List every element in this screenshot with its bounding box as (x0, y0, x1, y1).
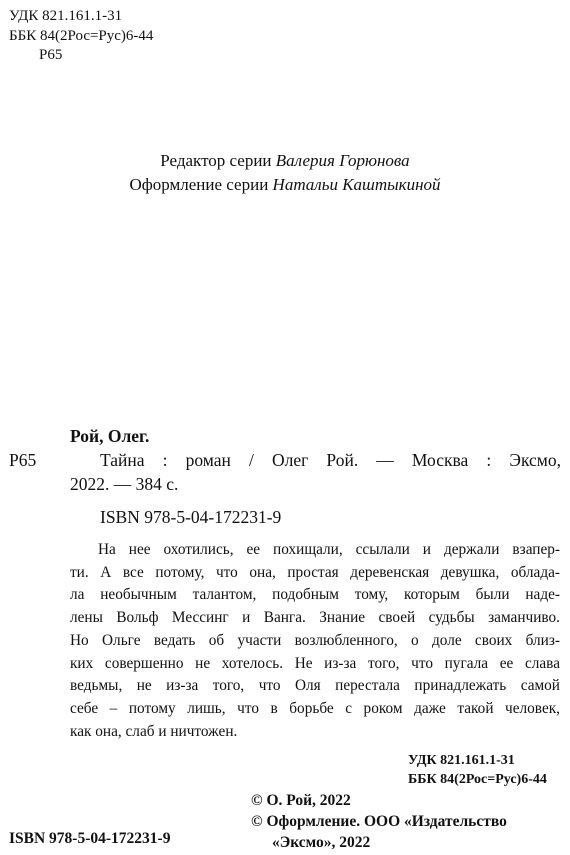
series-design-label: Оформление серии (129, 175, 269, 194)
series-design-name: Натальи Каштыкиной (272, 175, 441, 194)
record-title-line2: 2022. — 384 с. (70, 474, 179, 494)
record-isbn: ISBN 978-5-04-172231-9 (100, 507, 282, 527)
series-editor-line (0, 150, 570, 172)
series-editor-label: Редактор серии (160, 151, 272, 170)
annotation-line: Но Ольге ведать об участи возлюбленного, о доле своих близ- (70, 631, 560, 649)
udk-code-bottom: УДК 821.161.1-31 (408, 753, 515, 768)
series-editor-name: Валерия Горюнова (275, 151, 410, 170)
bbk-code: ББК 84(2Рос=Рус)6-44 (9, 28, 154, 44)
series-design-line (0, 174, 570, 196)
bbk-code-bottom: ББК 84(2Рос=Рус)6-44 (408, 772, 547, 787)
udk-code: УДК 821.161.1-31 (9, 8, 123, 24)
copyright-design: © Оформление. ООО «Издательство (251, 813, 507, 830)
isbn-bottom: ISBN 978-5-04-172231-9 (9, 830, 171, 847)
record-title-line1: Тайна : роман / Олег Рой. — Москва : Эксмо, (100, 450, 561, 470)
annotation-line: ведьмы, не из-за того, что Оля перестала принадлежать самой (70, 677, 560, 695)
annotation-line: себе – потому лишь, что в борьбе с роком даже такой человек, (70, 699, 560, 717)
record-author: Рой, Олег. (70, 426, 150, 446)
author-mark: Р65 (39, 47, 63, 63)
copyright-publisher: «Эксмо», 2022 (272, 834, 371, 851)
annotation-line: На нее охотились, ее похищали, ссылали и держали взапер- (98, 541, 560, 558)
annotation-line: как она, слаб и ничтожен. (70, 722, 238, 740)
annotation-line: ла необычным талантом, подобным тому, которым были наде- (70, 586, 560, 604)
annotation-line: лены Вольф Мессинг и Ванга. Знание своей судьбы заманчиво. (70, 609, 560, 627)
annotation-line: ких совершенно не хотелось. Не из-за того, что пугала ее слава (70, 654, 560, 672)
annotation-line: ти. А все потому, что она, простая деревенская девушка, облада- (70, 563, 560, 581)
record-mark: Р65 (9, 450, 37, 470)
annotation (70, 539, 560, 743)
copyright-author: © О. Рой, 2022 (251, 792, 351, 809)
